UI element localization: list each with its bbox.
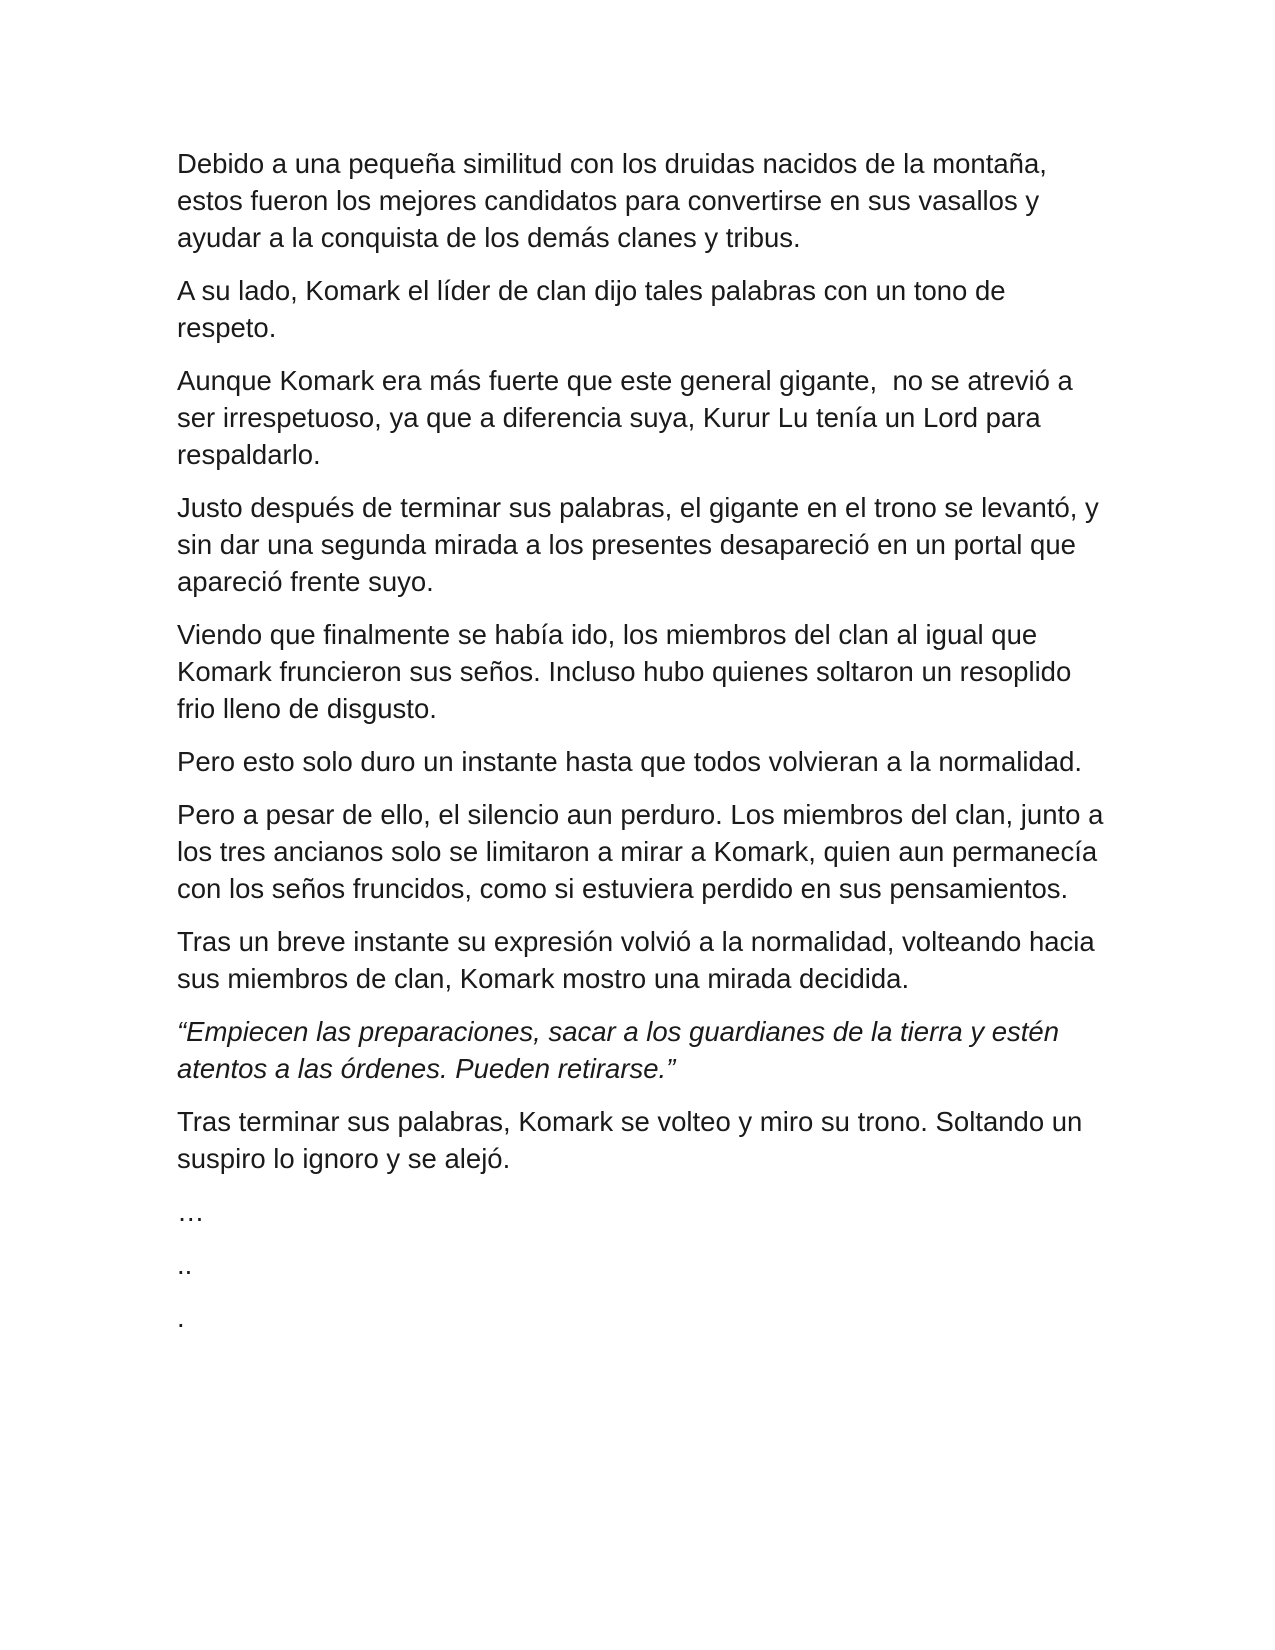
dialogue-quote: “Empiecen las preparaciones, sacar a los guardianes de la tierra y estén atentos a las órdenes. Pueden retirarse.” <box>177 1016 1067 1084</box>
scene-break-ellipsis: … <box>177 1196 205 1227</box>
scene-break-single-dot: . <box>177 1302 185 1333</box>
paragraph-5: Viendo que finalmente se había ido, los miembros del clan al igual que Komark fruncieron sus seños. Incluso hubo quienes soltaron un resoplido frio lleno de disgusto. <box>177 619 1079 724</box>
paragraph-3: Aunque Komark era más fuerte que este general gigante, no se atrevió a ser irrespetuoso, ya que a diferencia suya, Kurur Lu tenía un Lord para respaldarlo. <box>177 365 1081 470</box>
paragraph-2: A su lado, Komark el líder de clan dijo tales palabras con un tono de respeto. <box>177 275 1014 343</box>
paragraph-6: Pero esto solo duro un instante hasta que todos volvieran a la normalidad. <box>177 746 1083 777</box>
paragraph-10: Tras terminar sus palabras, Komark se volteo y miro su trono. Soltando un suspiro lo ignoro y se alejó. <box>177 1106 1090 1174</box>
paragraph-1: Debido a una pequeña similitud con los druidas nacidos de la montaña, estos fueron los mejores candidatos para convertirse en sus vasallos y ayudar a la conquista de los demás clanes y tribus. <box>177 148 1055 253</box>
paragraph-4: Justo después de terminar sus palabras, el gigante en el trono se levantó, y sin dar una segunda mirada a los presentes desapareció en un portal que apareció frente suyo. <box>177 492 1107 597</box>
paragraph-8: Tras un breve instante su expresión volvió a la normalidad, volteando hacia sus miembros de clan, Komark mostro una mirada decidida. <box>177 926 1103 994</box>
body-text <box>177 145 1112 1352</box>
paragraph-7: Pero a pesar de ello, el silencio aun perduro. Los miembros del clan, junto a los tres ancianos solo se limitaron a mirar a Komark, quien aun permanecía con los seños fruncidos, como si estuviera perdido en sus pensamientos. <box>177 799 1112 904</box>
scene-break-double-dot: .. <box>177 1249 193 1280</box>
